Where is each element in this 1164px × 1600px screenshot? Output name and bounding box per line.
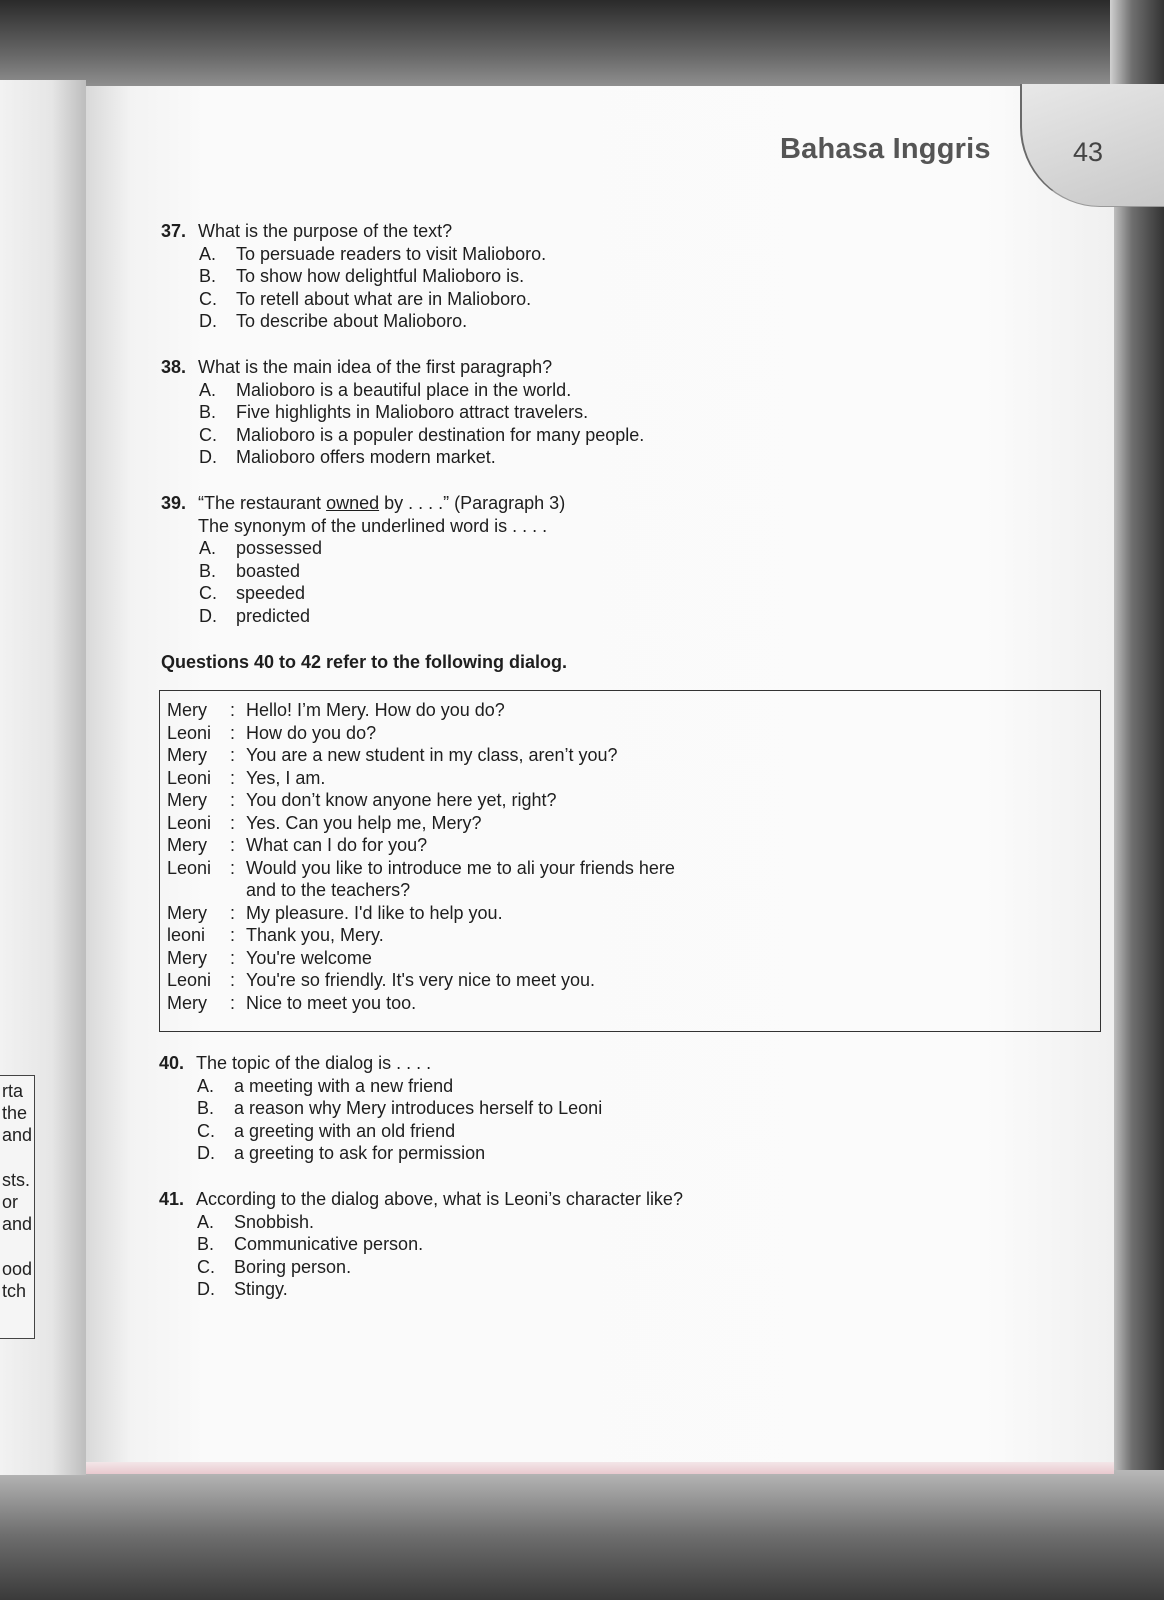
question-stem: What is the purpose of the text?	[198, 221, 453, 241]
option-a: A. Snobbish.	[197, 1211, 315, 1232]
question-stem-line2: The synonym of the underlined word is . . . .	[198, 515, 548, 536]
option-a: A. possessed	[199, 538, 323, 559]
question-stem-end: by . . . .” (Paragraph 3)	[379, 493, 566, 513]
underlined-word: owned	[326, 493, 380, 513]
left-fragment: and	[2, 1214, 33, 1234]
question-stem: What is the main idea of the first paragraph?	[198, 357, 553, 377]
question-40	[159, 1052, 602, 1165]
option-d: D. Malioboro offers modern market.	[199, 447, 496, 468]
dialog-line: Mery : Nice to meet you too.	[167, 992, 417, 1013]
scan-background-right	[1110, 0, 1164, 1600]
question-number: 39.	[161, 493, 187, 513]
dialog-box	[159, 690, 1101, 1032]
left-fragment: the	[2, 1103, 28, 1123]
question-number: 40.	[159, 1053, 185, 1073]
option-c: C. Malioboro is a populer destination for many people.	[199, 424, 645, 445]
page-bottom-edge	[86, 1462, 1114, 1474]
dialog-line: Mery : What can I do for you?	[167, 835, 428, 855]
section-heading: Questions 40 to 42 refer to the following dialog.	[161, 652, 568, 672]
question-38	[161, 356, 644, 469]
option-b: B. To show how delightful Malioboro is.	[199, 266, 525, 287]
left-fragment: ood	[2, 1259, 33, 1279]
page-number: 43	[1073, 137, 1104, 167]
option-c: C. Boring person.	[197, 1256, 352, 1277]
option-b: B. boasted	[199, 560, 301, 581]
left-fragment: or	[2, 1192, 19, 1212]
option-a: A. Malioboro is a beautiful place in the world.	[199, 379, 572, 400]
question-stem: The topic of the dialog is . . . .	[196, 1053, 432, 1073]
option-b: B. Five highlights in Malioboro attract travelers.	[199, 402, 589, 423]
dialog-line: Leoni : Would you like to introduce me to ali your friends here and to the teachers?	[167, 857, 675, 900]
question-39	[161, 492, 565, 628]
dialog-line: Mery : My pleasure. I'd like to help you.	[167, 902, 503, 923]
dialog-line: Mery : You are a new student in my class, aren’t you?	[167, 745, 618, 765]
left-fragment: and	[2, 1125, 33, 1145]
option-c: C. speeded	[199, 583, 306, 604]
scan-background-bottom	[0, 1470, 1164, 1600]
dialog-line: Leoni : You're so friendly. It's very nice to meet you.	[167, 970, 596, 990]
option-a: A. a meeting with a new friend	[197, 1075, 454, 1096]
question-37	[161, 220, 546, 333]
question-number: 41.	[159, 1189, 185, 1209]
left-fragment: tch	[2, 1281, 27, 1301]
option-d: D. predicted	[199, 605, 311, 626]
dialog-line: Leoni : How do you do?	[167, 722, 377, 743]
question-stem-start: “The restaurant	[198, 493, 327, 513]
option-d: D. To describe about Malioboro.	[199, 311, 468, 332]
scan-background-top	[0, 0, 1164, 95]
option-b: B. a reason why Mery introduces herself to Leoni	[197, 1098, 603, 1119]
option-d: D. Stingy.	[197, 1279, 288, 1300]
previous-page-box	[0, 1075, 35, 1339]
dialog-line: Leoni : Yes. Can you help me, Mery?	[167, 812, 482, 833]
dialog-line: Mery : You don’t know anyone here yet, right?	[167, 790, 557, 810]
left-fragment: rta	[2, 1081, 24, 1101]
question-number: 37.	[161, 221, 187, 241]
option-c: C. a greeting with an old friend	[197, 1120, 456, 1141]
dialog-line: Mery : Hello! I’m Mery. How do you do?	[167, 700, 505, 720]
dialog-line: Mery : You're welcome	[167, 947, 372, 968]
question-stem: According to the dialog above, what is Leoni’s character like?	[196, 1189, 683, 1209]
option-d: D. a greeting to ask for permission	[197, 1143, 486, 1164]
option-b: B. Communicative person.	[197, 1234, 424, 1255]
left-fragment: sts.	[2, 1170, 31, 1190]
dialog-line: Leoni : Yes, I am.	[167, 767, 326, 788]
dialog-line: leoni : Thank you, Mery.	[167, 925, 384, 945]
question-number: 38.	[161, 357, 187, 377]
option-a: A. To persuade readers to visit Malioboro.	[199, 243, 547, 264]
question-41	[159, 1188, 683, 1301]
page-header-title: Bahasa Inggris	[780, 133, 991, 165]
option-c: C. To retell about what are in Malioboro.	[199, 288, 532, 309]
